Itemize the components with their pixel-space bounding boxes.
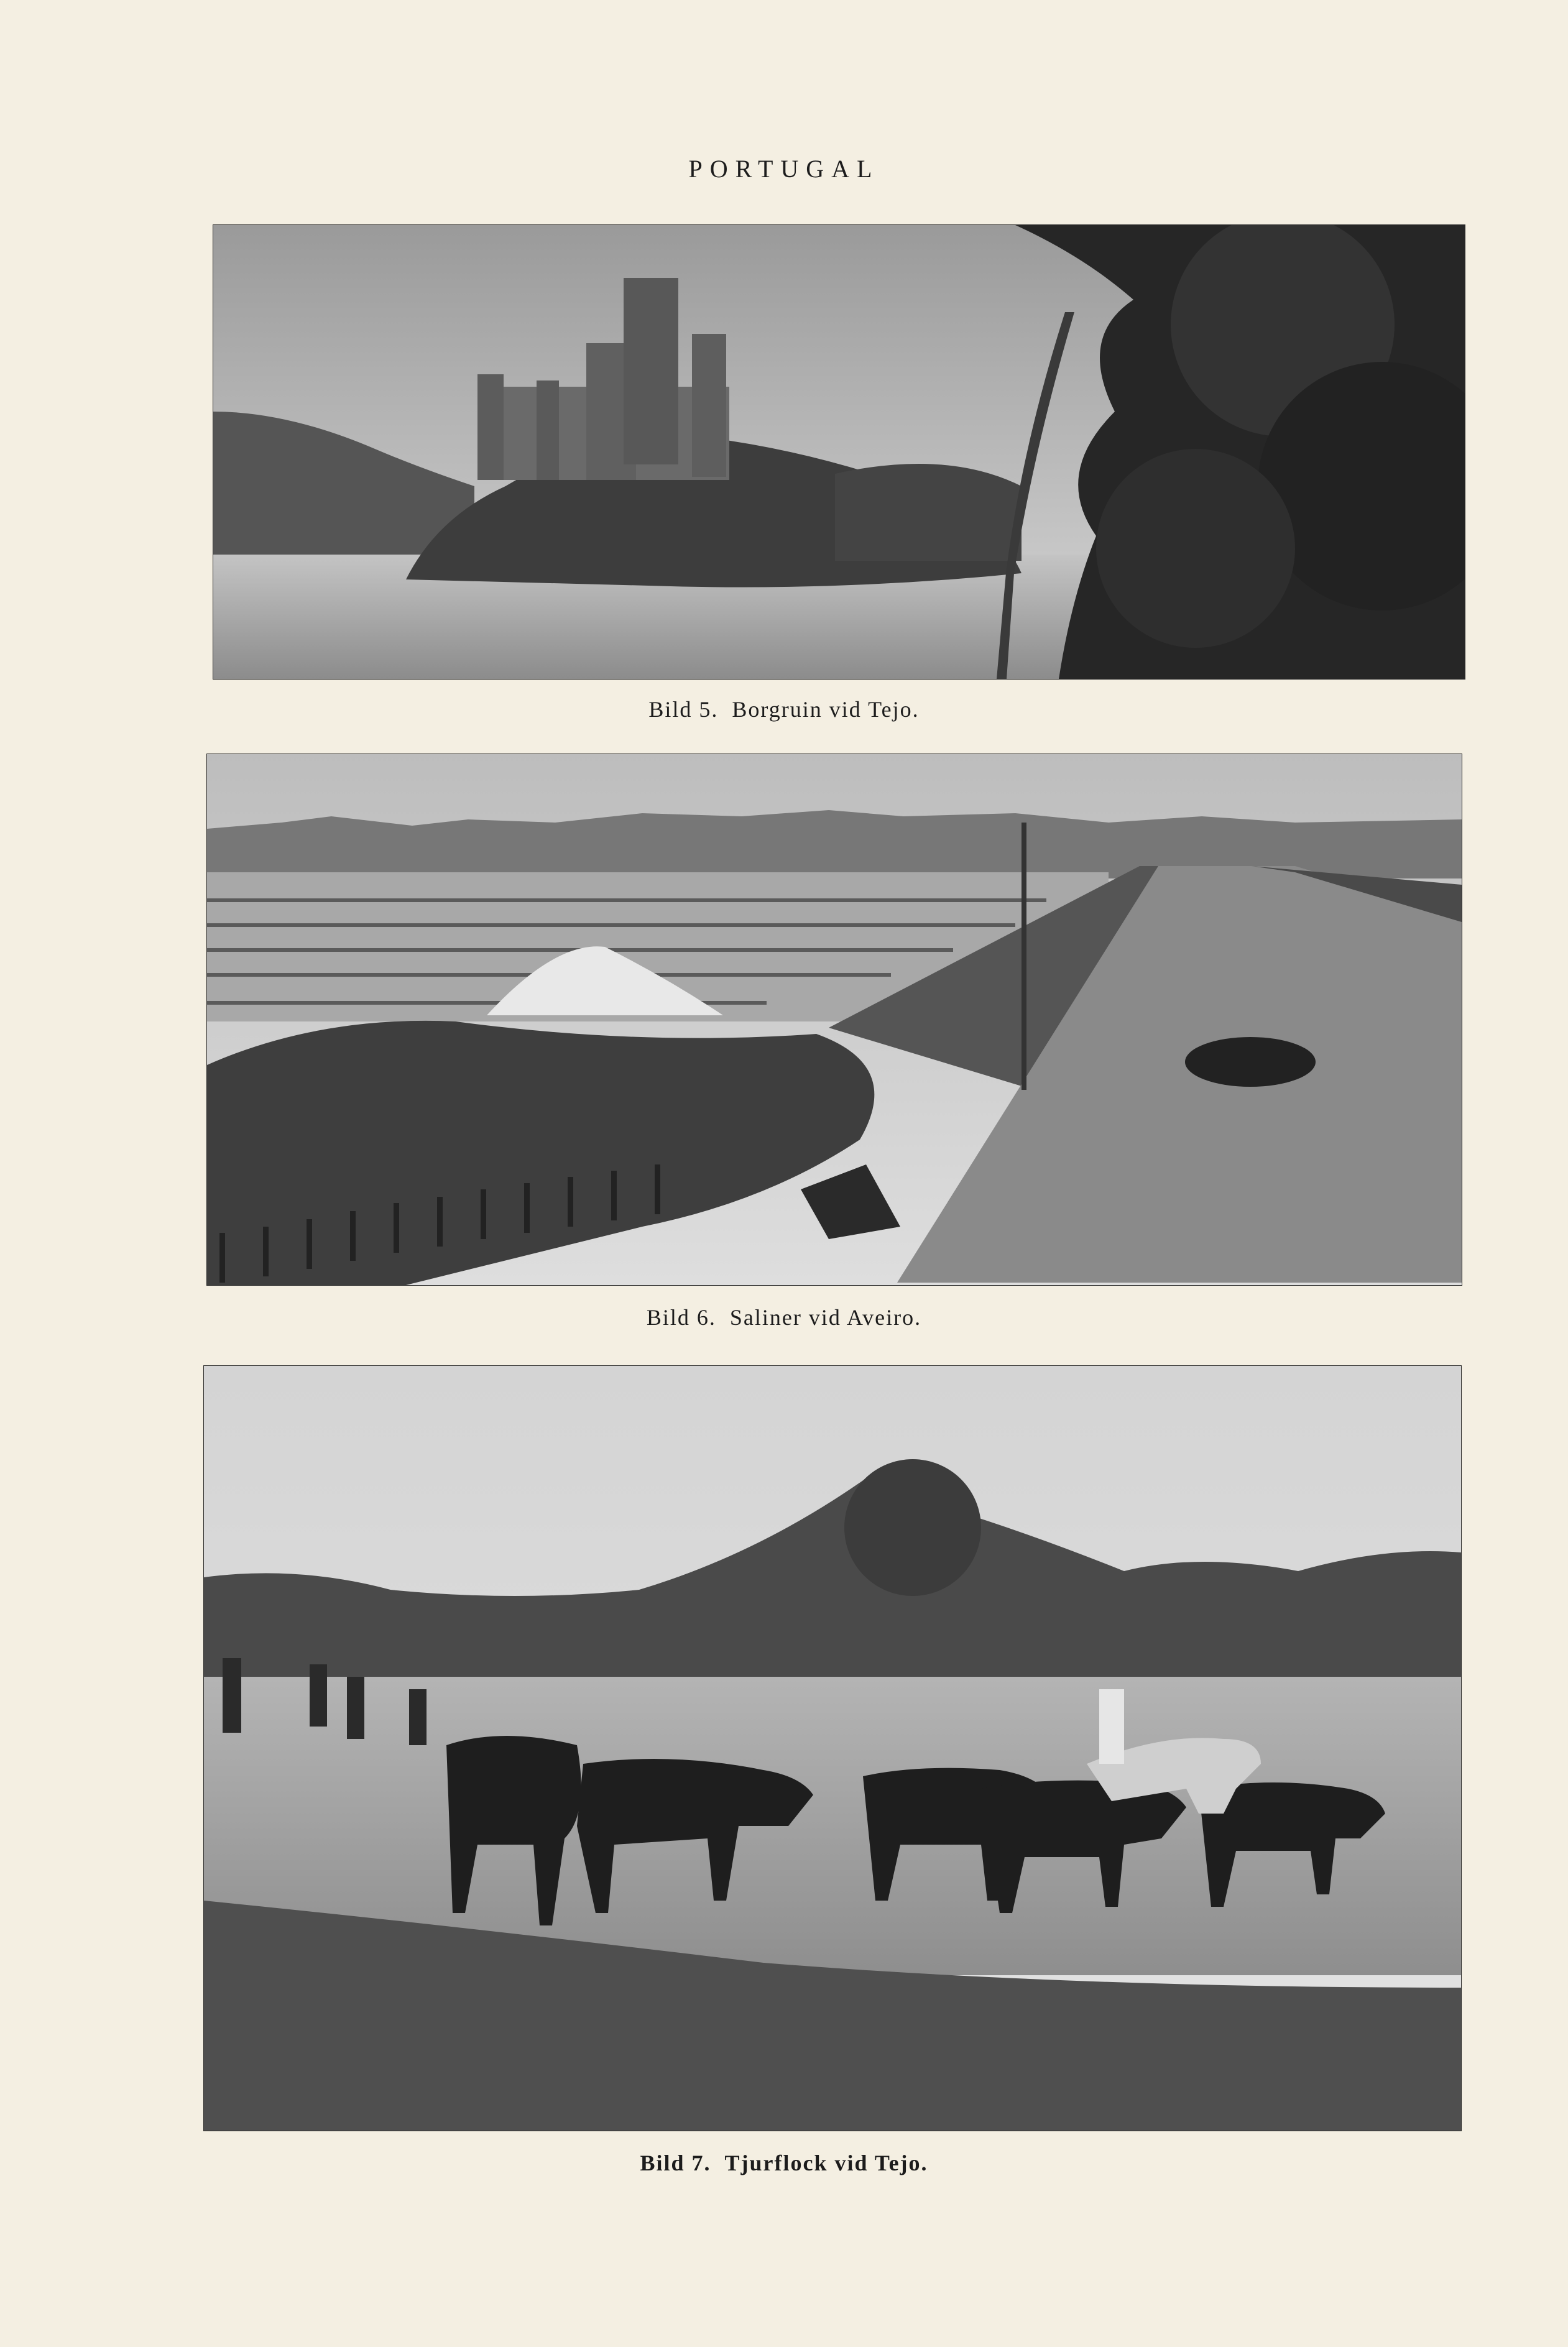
figure-caption-text: Tjurflock vid Tejo. [724,2151,928,2175]
photo-bull-herd [204,1366,1461,2131]
figure-caption-7 [0,2150,1568,2176]
figure-label: Bild 7. [640,2151,711,2175]
figure-label: Bild 5. [648,697,719,722]
photo-castle-ruin [213,225,1465,679]
page-title: PORTUGAL [688,155,880,183]
figure-caption-6 [0,1304,1568,1330]
figure-caption-text: Borgruin vid Tejo. [732,697,920,722]
figure-caption-5 [0,696,1568,722]
figure-label: Bild 6. [646,1305,716,1330]
figure-caption-text: Saliner vid Aveiro. [729,1305,922,1330]
photo-salt-pans [207,754,1462,1285]
